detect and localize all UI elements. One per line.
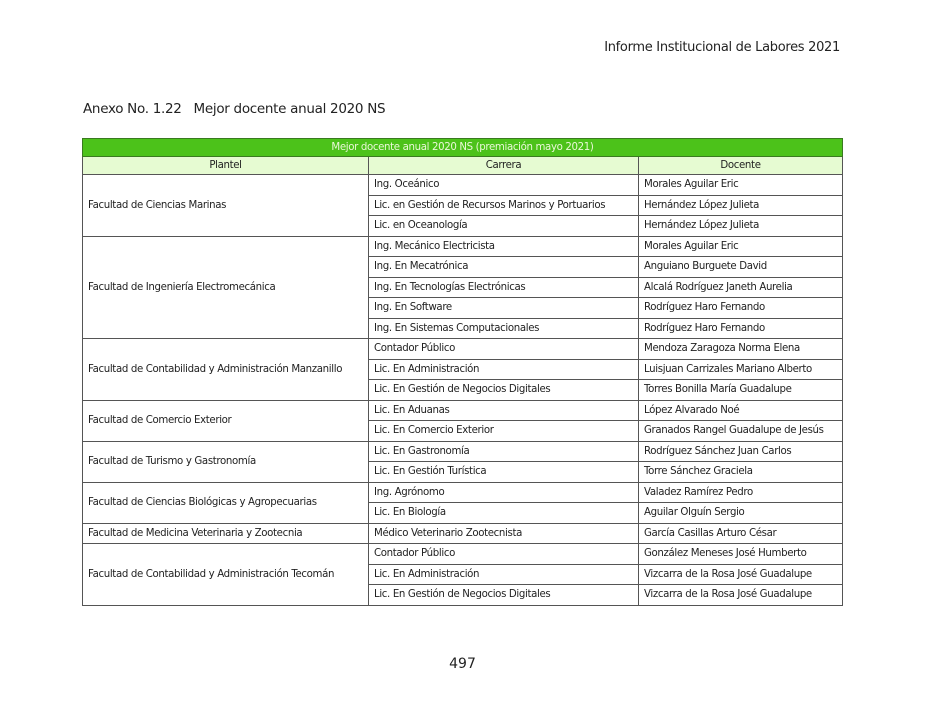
cell-plantel: Facultad de Ciencias Biológicas y Agropecuarias [83, 482, 369, 523]
cell-carrera: Ing. En Software [369, 298, 639, 319]
table-caption: Mejor docente anual 2020 NS (premiación mayo 2021) [83, 139, 843, 157]
cell-docente: Valadez Ramírez Pedro [639, 482, 843, 503]
cell-carrera: Lic. En Gestión de Negocios Digitales [369, 380, 639, 401]
cell-plantel: Facultad de Turismo y Gastronomía [83, 441, 369, 482]
cell-docente: Torre Sánchez Graciela [639, 462, 843, 483]
table-row [83, 400, 843, 421]
table-row [83, 482, 843, 503]
table-row [83, 175, 843, 196]
cell-docente: Morales Aguilar Eric [639, 175, 843, 196]
column-header-plantel: Plantel [83, 157, 369, 175]
cell-carrera: Lic. En Comercio Exterior [369, 421, 639, 442]
cell-carrera: Lic. En Aduanas [369, 400, 639, 421]
cell-docente: Aguilar Olguín Sergio [639, 503, 843, 524]
annex-number: Anexo No. 1.22 [83, 101, 182, 117]
cell-carrera: Lic. En Administración [369, 564, 639, 585]
cell-docente: Anguiano Burguete David [639, 257, 843, 278]
cell-docente: Morales Aguilar Eric [639, 236, 843, 257]
table-row [83, 236, 843, 257]
cell-carrera: Lic. En Gastronomía [369, 441, 639, 462]
cell-docente: García Casillas Arturo César [639, 523, 843, 544]
cell-carrera: Ing. Agrónomo [369, 482, 639, 503]
cell-plantel: Facultad de Contabilidad y Administración Tecomán [83, 544, 369, 606]
table-row [83, 441, 843, 462]
annex-heading: Mejor docente anual 2020 NS [193, 101, 386, 117]
cell-carrera: Lic. en Oceanología [369, 216, 639, 237]
cell-docente: Torres Bonilla María Guadalupe [639, 380, 843, 401]
column-header-docente: Docente [639, 157, 843, 175]
cell-carrera: Lic. En Biología [369, 503, 639, 524]
cell-docente: Vizcarra de la Rosa José Guadalupe [639, 564, 843, 585]
cell-plantel: Facultad de Ciencias Marinas [83, 175, 369, 237]
cell-carrera: Ing. Mecánico Electricista [369, 236, 639, 257]
cell-carrera: Contador Público [369, 339, 639, 360]
cell-docente: González Meneses José Humberto [639, 544, 843, 565]
cell-plantel: Facultad de Medicina Veterinaria y Zootecnia [83, 523, 369, 544]
cell-carrera: Ing. En Tecnologías Electrónicas [369, 277, 639, 298]
cell-docente: Vizcarra de la Rosa José Guadalupe [639, 585, 843, 606]
cell-carrera: Lic. en Gestión de Recursos Marinos y Portuarios [369, 195, 639, 216]
cell-carrera: Ing. En Mecatrónica [369, 257, 639, 278]
table-row [83, 544, 843, 565]
column-header-carrera: Carrera [369, 157, 639, 175]
cell-plantel: Facultad de Ingeniería Electromecánica [83, 236, 369, 339]
cell-docente: Rodríguez Sánchez Juan Carlos [639, 441, 843, 462]
table-row [83, 523, 843, 544]
cell-docente: Granados Rangel Guadalupe de Jesús [639, 421, 843, 442]
page-number: 497 [449, 656, 476, 672]
cell-docente: Rodríguez Haro Fernando [639, 298, 843, 319]
cell-carrera: Ing. En Sistemas Computacionales [369, 318, 639, 339]
cell-docente: Mendoza Zaragoza Norma Elena [639, 339, 843, 360]
table-body [83, 175, 843, 606]
cell-docente: López Alvarado Noé [639, 400, 843, 421]
cell-docente: Luisjuan Carrizales Mariano Alberto [639, 359, 843, 380]
cell-docente: Hernández López Julieta [639, 195, 843, 216]
cell-plantel: Facultad de Comercio Exterior [83, 400, 369, 441]
annex-title [83, 101, 385, 117]
cell-carrera: Lic. En Gestión Turística [369, 462, 639, 483]
cell-carrera: Ing. Oceánico [369, 175, 639, 196]
cell-carrera: Contador Público [369, 544, 639, 565]
cell-docente: Hernández López Julieta [639, 216, 843, 237]
cell-carrera: Lic. En Gestión de Negocios Digitales [369, 585, 639, 606]
running-header: Informe Institucional de Labores 2021 [604, 40, 840, 55]
best-teacher-table [82, 138, 843, 606]
cell-docente: Rodríguez Haro Fernando [639, 318, 843, 339]
table-row [83, 339, 843, 360]
cell-carrera: Médico Veterinario Zootecnista [369, 523, 639, 544]
cell-carrera: Lic. En Administración [369, 359, 639, 380]
cell-docente: Alcalá Rodríguez Janeth Aurelia [639, 277, 843, 298]
cell-plantel: Facultad de Contabilidad y Administración Manzanillo [83, 339, 369, 401]
